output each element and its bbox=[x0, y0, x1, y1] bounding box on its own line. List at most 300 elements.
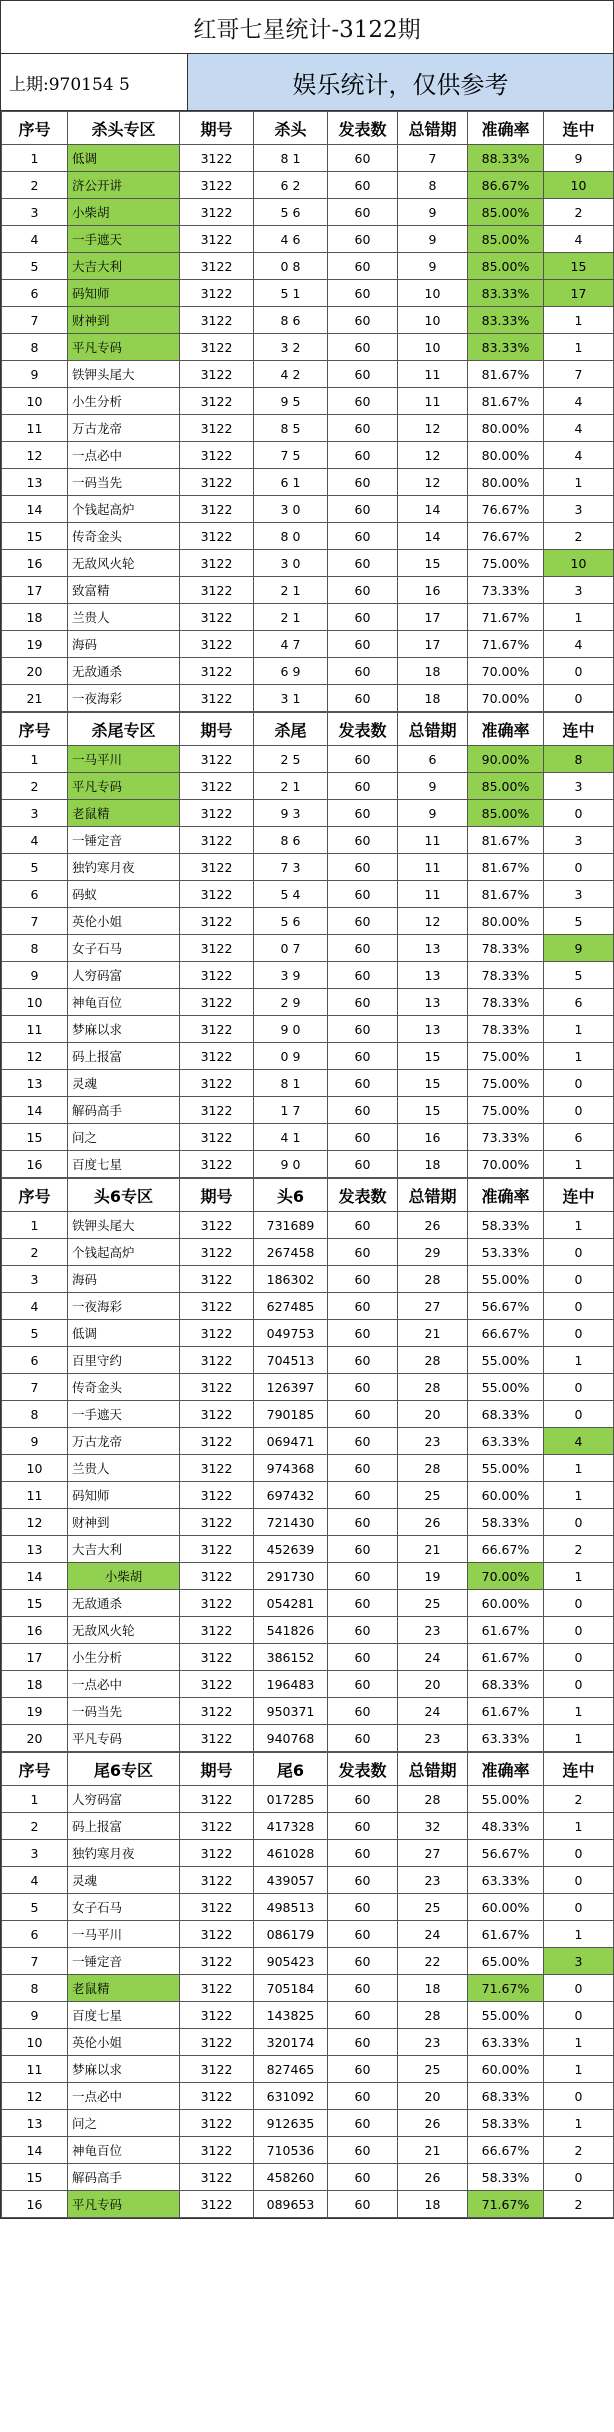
table-row bbox=[2, 1347, 614, 1374]
cell-accuracy: 65.00% bbox=[468, 1948, 544, 1975]
cell-miss-count: 18 bbox=[398, 1151, 468, 1178]
column-header-streak: 连中 bbox=[544, 1753, 614, 1786]
cell-accuracy: 76.67% bbox=[468, 496, 544, 523]
cell-issue-number: 3122 bbox=[180, 989, 254, 1016]
cell-streak: 0 bbox=[544, 1509, 614, 1536]
cell-streak: 4 bbox=[544, 442, 614, 469]
cell-issue-number: 3122 bbox=[180, 827, 254, 854]
cell-accuracy: 61.67% bbox=[468, 1644, 544, 1671]
cell-rank: 18 bbox=[2, 604, 68, 631]
cell-predictor-name: 一锤定音 bbox=[68, 1948, 180, 1975]
cell-rank: 7 bbox=[2, 307, 68, 334]
cell-streak: 1 bbox=[544, 1455, 614, 1482]
cell-streak: 2 bbox=[544, 2137, 614, 2164]
cell-streak: 2 bbox=[544, 523, 614, 550]
cell-predictor-name: 一点必中 bbox=[68, 1671, 180, 1698]
cell-posts-count: 60 bbox=[328, 827, 398, 854]
cell-predictor-name: 梦麻以求 bbox=[68, 1016, 180, 1043]
cell-pick: 452639 bbox=[254, 1536, 328, 1563]
cell-streak: 9 bbox=[544, 145, 614, 172]
cell-accuracy: 75.00% bbox=[468, 1097, 544, 1124]
cell-predictor-name: 灵魂 bbox=[68, 1867, 180, 1894]
section-header-row bbox=[2, 713, 614, 746]
cell-miss-count: 23 bbox=[398, 1725, 468, 1752]
table-row bbox=[2, 1293, 614, 1320]
cell-predictor-name: 英伦小姐 bbox=[68, 908, 180, 935]
cell-posts-count: 60 bbox=[328, 1401, 398, 1428]
cell-issue-number: 3122 bbox=[180, 1293, 254, 1320]
cell-streak: 1 bbox=[544, 1482, 614, 1509]
cell-miss-count: 14 bbox=[398, 496, 468, 523]
cell-issue-number: 3122 bbox=[180, 1536, 254, 1563]
cell-posts-count: 60 bbox=[328, 388, 398, 415]
table-row bbox=[2, 1948, 614, 1975]
cell-pick: 2 1 bbox=[254, 577, 328, 604]
cell-rank: 1 bbox=[2, 145, 68, 172]
cell-streak: 0 bbox=[544, 658, 614, 685]
cell-rank: 12 bbox=[2, 2083, 68, 2110]
cell-streak: 6 bbox=[544, 1124, 614, 1151]
cell-miss-count: 18 bbox=[398, 658, 468, 685]
cell-pick: 6 2 bbox=[254, 172, 328, 199]
cell-miss-count: 28 bbox=[398, 1786, 468, 1813]
cell-pick: 950371 bbox=[254, 1698, 328, 1725]
cell-miss-count: 7 bbox=[398, 145, 468, 172]
column-header-miss-count: 总错期 bbox=[398, 112, 468, 145]
cell-issue-number: 3122 bbox=[180, 1016, 254, 1043]
cell-predictor-name: 码上报富 bbox=[68, 1813, 180, 1840]
cell-predictor-name: 海码 bbox=[68, 1266, 180, 1293]
cell-issue-number: 3122 bbox=[180, 334, 254, 361]
table-row bbox=[2, 172, 614, 199]
cell-posts-count: 60 bbox=[328, 577, 398, 604]
cell-issue-number: 3122 bbox=[180, 854, 254, 881]
cell-posts-count: 60 bbox=[328, 1293, 398, 1320]
cell-posts-count: 60 bbox=[328, 280, 398, 307]
cell-miss-count: 26 bbox=[398, 1212, 468, 1239]
column-header-predictor-name: 杀头专区 bbox=[68, 112, 180, 145]
cell-issue-number: 3122 bbox=[180, 685, 254, 712]
cell-predictor-name: 问之 bbox=[68, 2110, 180, 2137]
table-row bbox=[2, 334, 614, 361]
column-header-rank: 序号 bbox=[2, 112, 68, 145]
cell-predictor-name: 百度七星 bbox=[68, 1151, 180, 1178]
cell-accuracy: 58.33% bbox=[468, 2110, 544, 2137]
cell-miss-count: 18 bbox=[398, 1975, 468, 2002]
column-header-predictor-name: 头6专区 bbox=[68, 1179, 180, 1212]
cell-issue-number: 3122 bbox=[180, 631, 254, 658]
column-header-issue-number: 期号 bbox=[180, 1179, 254, 1212]
cell-pick: 5 4 bbox=[254, 881, 328, 908]
cell-miss-count: 13 bbox=[398, 935, 468, 962]
cell-miss-count: 25 bbox=[398, 1894, 468, 1921]
table-row bbox=[2, 1644, 614, 1671]
cell-accuracy: 73.33% bbox=[468, 577, 544, 604]
cell-miss-count: 11 bbox=[398, 361, 468, 388]
cell-issue-number: 3122 bbox=[180, 935, 254, 962]
cell-predictor-name: 人穷码富 bbox=[68, 962, 180, 989]
column-header-streak: 连中 bbox=[544, 1179, 614, 1212]
cell-accuracy: 85.00% bbox=[468, 199, 544, 226]
cell-miss-count: 11 bbox=[398, 854, 468, 881]
cell-pick: 974368 bbox=[254, 1455, 328, 1482]
cell-pick: 126397 bbox=[254, 1374, 328, 1401]
cell-predictor-name: 问之 bbox=[68, 1124, 180, 1151]
cell-rank: 14 bbox=[2, 1563, 68, 1590]
cell-issue-number: 3122 bbox=[180, 1239, 254, 1266]
cell-posts-count: 60 bbox=[328, 1644, 398, 1671]
cell-miss-count: 9 bbox=[398, 199, 468, 226]
cell-predictor-name: 铁钾头尾大 bbox=[68, 1212, 180, 1239]
cell-issue-number: 3122 bbox=[180, 2002, 254, 2029]
cell-predictor-name: 老鼠精 bbox=[68, 800, 180, 827]
cell-accuracy: 81.67% bbox=[468, 361, 544, 388]
cell-predictor-name: 无敌风火轮 bbox=[68, 1617, 180, 1644]
cell-miss-count: 15 bbox=[398, 1043, 468, 1070]
cell-pick: 7 3 bbox=[254, 854, 328, 881]
cell-rank: 19 bbox=[2, 631, 68, 658]
column-header-posts-count: 发表数 bbox=[328, 713, 398, 746]
cell-rank: 4 bbox=[2, 827, 68, 854]
cell-posts-count: 60 bbox=[328, 1124, 398, 1151]
cell-posts-count: 60 bbox=[328, 1563, 398, 1590]
cell-miss-count: 12 bbox=[398, 469, 468, 496]
cell-issue-number: 3122 bbox=[180, 1070, 254, 1097]
column-header-rank: 序号 bbox=[2, 1179, 68, 1212]
cell-pick: 498513 bbox=[254, 1894, 328, 1921]
cell-streak: 2 bbox=[544, 1786, 614, 1813]
cell-streak: 1 bbox=[544, 1813, 614, 1840]
cell-pick: 9 3 bbox=[254, 800, 328, 827]
cell-miss-count: 18 bbox=[398, 685, 468, 712]
cell-posts-count: 60 bbox=[328, 2191, 398, 2218]
cell-predictor-name: 码知师 bbox=[68, 280, 180, 307]
cell-miss-count: 9 bbox=[398, 800, 468, 827]
cell-rank: 16 bbox=[2, 1151, 68, 1178]
cell-streak: 0 bbox=[544, 1671, 614, 1698]
cell-posts-count: 60 bbox=[328, 800, 398, 827]
table-row bbox=[2, 469, 614, 496]
cell-streak: 5 bbox=[544, 908, 614, 935]
table-row bbox=[2, 523, 614, 550]
cell-rank: 10 bbox=[2, 2029, 68, 2056]
cell-accuracy: 80.00% bbox=[468, 469, 544, 496]
cell-accuracy: 56.67% bbox=[468, 1293, 544, 1320]
cell-accuracy: 61.67% bbox=[468, 1921, 544, 1948]
cell-miss-count: 20 bbox=[398, 2083, 468, 2110]
section-header-row bbox=[2, 1179, 614, 1212]
cell-rank: 13 bbox=[2, 469, 68, 496]
cell-posts-count: 60 bbox=[328, 199, 398, 226]
cell-rank: 12 bbox=[2, 1043, 68, 1070]
column-header-posts-count: 发表数 bbox=[328, 1179, 398, 1212]
table-row bbox=[2, 1671, 614, 1698]
cell-posts-count: 60 bbox=[328, 172, 398, 199]
column-header-rank: 序号 bbox=[2, 713, 68, 746]
cell-streak: 0 bbox=[544, 1644, 614, 1671]
cell-streak: 9 bbox=[544, 935, 614, 962]
cell-accuracy: 76.67% bbox=[468, 523, 544, 550]
table-row bbox=[2, 388, 614, 415]
cell-predictor-name: 小柴胡 bbox=[68, 1563, 180, 1590]
cell-miss-count: 9 bbox=[398, 773, 468, 800]
cell-miss-count: 25 bbox=[398, 2056, 468, 2083]
cell-posts-count: 60 bbox=[328, 1070, 398, 1097]
cell-accuracy: 70.00% bbox=[468, 685, 544, 712]
cell-posts-count: 60 bbox=[328, 523, 398, 550]
cell-miss-count: 28 bbox=[398, 1374, 468, 1401]
cell-rank: 3 bbox=[2, 800, 68, 827]
cell-rank: 1 bbox=[2, 1212, 68, 1239]
cell-miss-count: 13 bbox=[398, 989, 468, 1016]
cell-accuracy: 75.00% bbox=[468, 1070, 544, 1097]
cell-streak: 4 bbox=[544, 1428, 614, 1455]
cell-predictor-name: 传奇金头 bbox=[68, 1374, 180, 1401]
cell-rank: 9 bbox=[2, 2002, 68, 2029]
column-header-pick: 杀头 bbox=[254, 112, 328, 145]
cell-posts-count: 60 bbox=[328, 1617, 398, 1644]
cell-predictor-name: 一夜海彩 bbox=[68, 1293, 180, 1320]
table-row bbox=[2, 1867, 614, 1894]
cell-accuracy: 80.00% bbox=[468, 908, 544, 935]
cell-streak: 0 bbox=[544, 1401, 614, 1428]
cell-issue-number: 3122 bbox=[180, 1786, 254, 1813]
cell-accuracy: 55.00% bbox=[468, 2002, 544, 2029]
cell-streak: 10 bbox=[544, 550, 614, 577]
cell-miss-count: 24 bbox=[398, 1921, 468, 1948]
cell-miss-count: 28 bbox=[398, 2002, 468, 2029]
table-row bbox=[2, 226, 614, 253]
cell-accuracy: 71.67% bbox=[468, 1975, 544, 2002]
cell-pick: 267458 bbox=[254, 1239, 328, 1266]
cell-miss-count: 15 bbox=[398, 1097, 468, 1124]
cell-issue-number: 3122 bbox=[180, 746, 254, 773]
cell-rank: 8 bbox=[2, 935, 68, 962]
table-row bbox=[2, 1320, 614, 1347]
cell-posts-count: 60 bbox=[328, 1347, 398, 1374]
cell-issue-number: 3122 bbox=[180, 1725, 254, 1752]
cell-accuracy: 63.33% bbox=[468, 1725, 544, 1752]
cell-streak: 1 bbox=[544, 1347, 614, 1374]
cell-miss-count: 15 bbox=[398, 1070, 468, 1097]
cell-posts-count: 60 bbox=[328, 685, 398, 712]
cell-posts-count: 60 bbox=[328, 1428, 398, 1455]
cell-rank: 10 bbox=[2, 1455, 68, 1482]
cell-issue-number: 3122 bbox=[180, 2029, 254, 2056]
cell-accuracy: 73.33% bbox=[468, 1124, 544, 1151]
cell-predictor-name: 海码 bbox=[68, 631, 180, 658]
cell-streak: 1 bbox=[544, 1151, 614, 1178]
cell-pick: 0 7 bbox=[254, 935, 328, 962]
table-row bbox=[2, 1016, 614, 1043]
cell-miss-count: 14 bbox=[398, 523, 468, 550]
cell-rank: 5 bbox=[2, 253, 68, 280]
cell-miss-count: 32 bbox=[398, 1813, 468, 1840]
column-header-streak: 连中 bbox=[544, 112, 614, 145]
cell-pick: 417328 bbox=[254, 1813, 328, 1840]
cell-issue-number: 3122 bbox=[180, 1975, 254, 2002]
cell-predictor-name: 一手遮天 bbox=[68, 1401, 180, 1428]
cell-accuracy: 71.67% bbox=[468, 604, 544, 631]
table-row bbox=[2, 962, 614, 989]
cell-miss-count: 28 bbox=[398, 1455, 468, 1482]
cell-issue-number: 3122 bbox=[180, 1867, 254, 1894]
cell-issue-number: 3122 bbox=[180, 800, 254, 827]
cell-miss-count: 22 bbox=[398, 1948, 468, 1975]
cell-rank: 4 bbox=[2, 226, 68, 253]
table-row bbox=[2, 1374, 614, 1401]
cell-accuracy: 63.33% bbox=[468, 1867, 544, 1894]
cell-miss-count: 26 bbox=[398, 2164, 468, 2191]
cell-posts-count: 60 bbox=[328, 2002, 398, 2029]
cell-accuracy: 70.00% bbox=[468, 1151, 544, 1178]
cell-pick: 3 1 bbox=[254, 685, 328, 712]
cell-issue-number: 3122 bbox=[180, 1509, 254, 1536]
cell-miss-count: 20 bbox=[398, 1401, 468, 1428]
cell-accuracy: 68.33% bbox=[468, 1671, 544, 1698]
cell-rank: 6 bbox=[2, 280, 68, 307]
cell-predictor-name: 一点必中 bbox=[68, 2083, 180, 2110]
cell-streak: 1 bbox=[544, 2110, 614, 2137]
table-row bbox=[2, 989, 614, 1016]
cell-accuracy: 83.33% bbox=[468, 334, 544, 361]
cell-posts-count: 60 bbox=[328, 1151, 398, 1178]
cell-pick: 291730 bbox=[254, 1563, 328, 1590]
cell-accuracy: 71.67% bbox=[468, 2191, 544, 2218]
cell-streak: 10 bbox=[544, 172, 614, 199]
cell-rank: 7 bbox=[2, 908, 68, 935]
cell-predictor-name: 女子石马 bbox=[68, 935, 180, 962]
cell-streak: 1 bbox=[544, 1921, 614, 1948]
cell-streak: 2 bbox=[544, 2191, 614, 2218]
cell-streak: 0 bbox=[544, 1894, 614, 1921]
cell-rank: 7 bbox=[2, 1374, 68, 1401]
cell-miss-count: 23 bbox=[398, 1428, 468, 1455]
cell-miss-count: 10 bbox=[398, 280, 468, 307]
table-row bbox=[2, 1536, 614, 1563]
cell-miss-count: 19 bbox=[398, 1563, 468, 1590]
cell-streak: 0 bbox=[544, 1266, 614, 1293]
cell-issue-number: 3122 bbox=[180, 2191, 254, 2218]
cell-issue-number: 3122 bbox=[180, 172, 254, 199]
cell-accuracy: 81.67% bbox=[468, 854, 544, 881]
cell-predictor-name: 平凡专码 bbox=[68, 334, 180, 361]
cell-issue-number: 3122 bbox=[180, 2164, 254, 2191]
cell-streak: 1 bbox=[544, 1016, 614, 1043]
column-header-pick: 杀尾 bbox=[254, 713, 328, 746]
cell-pick: 0 8 bbox=[254, 253, 328, 280]
table-row bbox=[2, 1786, 614, 1813]
cell-issue-number: 3122 bbox=[180, 442, 254, 469]
cell-miss-count: 17 bbox=[398, 631, 468, 658]
cell-streak: 1 bbox=[544, 1212, 614, 1239]
cell-pick: 8 1 bbox=[254, 1070, 328, 1097]
cell-pick: 4 6 bbox=[254, 226, 328, 253]
cell-streak: 0 bbox=[544, 2164, 614, 2191]
cell-miss-count: 11 bbox=[398, 881, 468, 908]
cell-posts-count: 60 bbox=[328, 1482, 398, 1509]
table-row bbox=[2, 1239, 614, 1266]
cell-rank: 4 bbox=[2, 1867, 68, 1894]
cell-predictor-name: 平凡专码 bbox=[68, 1725, 180, 1752]
cell-accuracy: 60.00% bbox=[468, 1894, 544, 1921]
cell-predictor-name: 平凡专码 bbox=[68, 773, 180, 800]
table-row bbox=[2, 361, 614, 388]
cell-accuracy: 56.67% bbox=[468, 1840, 544, 1867]
cell-accuracy: 66.67% bbox=[468, 1320, 544, 1347]
cell-rank: 11 bbox=[2, 1482, 68, 1509]
cell-predictor-name: 老鼠精 bbox=[68, 1975, 180, 2002]
cell-issue-number: 3122 bbox=[180, 1124, 254, 1151]
cell-pick: 2 5 bbox=[254, 746, 328, 773]
cell-streak: 0 bbox=[544, 1293, 614, 1320]
cell-miss-count: 12 bbox=[398, 442, 468, 469]
cell-miss-count: 24 bbox=[398, 1698, 468, 1725]
cell-rank: 15 bbox=[2, 1590, 68, 1617]
table-row bbox=[2, 199, 614, 226]
cell-rank: 8 bbox=[2, 1975, 68, 2002]
table-row bbox=[2, 604, 614, 631]
table-row bbox=[2, 1266, 614, 1293]
cell-rank: 4 bbox=[2, 1293, 68, 1320]
cell-rank: 16 bbox=[2, 1617, 68, 1644]
cell-miss-count: 12 bbox=[398, 908, 468, 935]
cell-predictor-name: 大吉大利 bbox=[68, 1536, 180, 1563]
cell-streak: 1 bbox=[544, 1725, 614, 1752]
cell-posts-count: 60 bbox=[328, 854, 398, 881]
cell-miss-count: 15 bbox=[398, 550, 468, 577]
cell-predictor-name: 码知师 bbox=[68, 1482, 180, 1509]
cell-pick: 8 5 bbox=[254, 415, 328, 442]
cell-pick: 710536 bbox=[254, 2137, 328, 2164]
cell-predictor-name: 一马平川 bbox=[68, 746, 180, 773]
cell-issue-number: 3122 bbox=[180, 2083, 254, 2110]
cell-posts-count: 60 bbox=[328, 550, 398, 577]
cell-pick: 541826 bbox=[254, 1617, 328, 1644]
cell-predictor-name: 济公开讲 bbox=[68, 172, 180, 199]
cell-pick: 2 9 bbox=[254, 989, 328, 1016]
cell-pick: 4 2 bbox=[254, 361, 328, 388]
table-row bbox=[2, 2110, 614, 2137]
table-row bbox=[2, 307, 614, 334]
cell-issue-number: 3122 bbox=[180, 550, 254, 577]
cell-streak: 4 bbox=[544, 388, 614, 415]
cell-posts-count: 60 bbox=[328, 2164, 398, 2191]
cell-pick: 912635 bbox=[254, 2110, 328, 2137]
cell-pick: 7 5 bbox=[254, 442, 328, 469]
cell-rank: 8 bbox=[2, 1401, 68, 1428]
cell-rank: 5 bbox=[2, 1320, 68, 1347]
cell-posts-count: 60 bbox=[328, 2110, 398, 2137]
cell-predictor-name: 独钓寒月夜 bbox=[68, 854, 180, 881]
cell-posts-count: 60 bbox=[328, 361, 398, 388]
table-row bbox=[2, 145, 614, 172]
cell-pick: 8 6 bbox=[254, 307, 328, 334]
cell-pick: 054281 bbox=[254, 1590, 328, 1617]
cell-accuracy: 60.00% bbox=[468, 1482, 544, 1509]
cell-posts-count: 60 bbox=[328, 1043, 398, 1070]
table-row bbox=[2, 2029, 614, 2056]
cell-posts-count: 60 bbox=[328, 746, 398, 773]
cell-miss-count: 25 bbox=[398, 1482, 468, 1509]
cell-accuracy: 85.00% bbox=[468, 773, 544, 800]
cell-issue-number: 3122 bbox=[180, 658, 254, 685]
cell-miss-count: 23 bbox=[398, 2029, 468, 2056]
cell-issue-number: 3122 bbox=[180, 1698, 254, 1725]
cell-streak: 0 bbox=[544, 2083, 614, 2110]
table-row bbox=[2, 2164, 614, 2191]
cell-posts-count: 60 bbox=[328, 1455, 398, 1482]
